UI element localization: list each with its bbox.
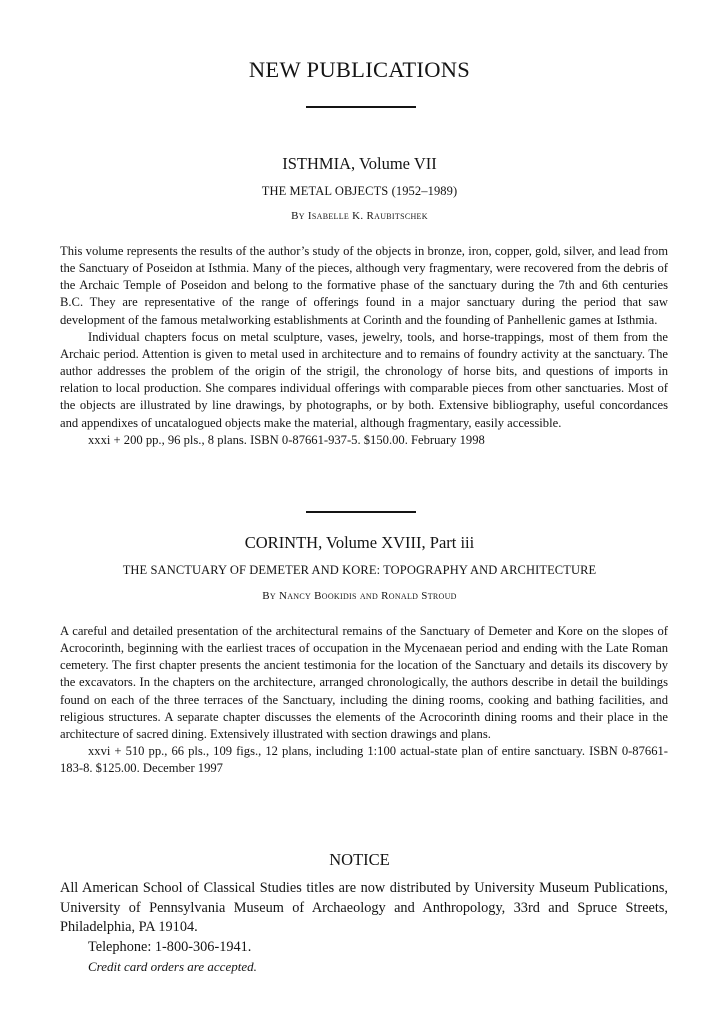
corinth-description (60, 623, 668, 777)
page-title: NEW PUBLICATIONS (248, 57, 471, 82)
notice-title: NOTICE (329, 850, 390, 869)
isthmia-title: ISTHMIA, Volume VII (282, 154, 437, 173)
isthmia-byline: By Isabelle K. Raubitschek (291, 210, 428, 222)
notice-body (60, 879, 668, 977)
corinth-subtitle: THE SANCTUARY OF DEMETER AND KORE: TOPOGRAPHY AND ARCHITECTURE (122, 563, 597, 577)
corinth-details: xxvi + 510 pp., 66 pls., 109 figs., 12 plans, including 1:100 actual-state plan of entire sanctuary. ISBN 0-87661-183-8. $125.00. December 1997 (60, 744, 668, 776)
divider-rule (306, 106, 416, 108)
notice-credit: Credit card orders are accepted. (88, 959, 257, 974)
corinth-title: CORINTH, Volume XVIII, Part iii (244, 533, 475, 552)
notice-text: All American School of Classical Studies titles are now distributed by University Museum Publications, University of Pennsylvania Museum of Archaeology and Anthropology, 33rd and Spruce Streets, Philadelphia, PA 19104. (60, 880, 668, 935)
corinth-byline: By Nancy Bookidis and Ronald Stroud (262, 590, 457, 602)
isthmia-subtitle: THE METAL OBJECTS (1952–1989) (261, 184, 458, 198)
isthmia-details: xxxi + 200 pp., 96 pls., 8 plans. ISBN 0-87661-937-5. $150.00. February 1998 (88, 432, 485, 447)
divider-rule (306, 511, 416, 513)
corinth-paragraph-1: A careful and detailed presentation of the architectural remains of the Sanctuary of Demeter and Kore on the slopes of Acrocorinth, beginning with the earliest traces of occupation in the Mycenaean period and ending with the Late Roman cemetery. The first chapter presents the ancient testimonia for the location of the Sanctuary and details its discovery by the excavators. In the chapters on the architecture, arranged chronologically, the authors describe in detail the buildings found on each of the three terraces of the Sanctuary, including the dining rooms, cooking and bathing facilities, and religious structures. A separate chapter discusses the elements of the Acrocorinth dining rooms and their place in the architecture of sacred dining. Extensively illustrated with section drawings and plans. (60, 624, 668, 741)
isthmia-paragraph-2: Individual chapters focus on metal sculpture, vases, jewelry, tools, and horse-trappings, most of them from the Archaic period. Attention is given to metal used in architecture and to remains of foundry activity at the sanctuary. The author addresses the problem of the origin of the strigil, the chronology of horse bits, and questions of imports in relation to local production. She compares individual offerings with comparable pieces from other sanctuaries. Most of the objects are illustrated by line drawings, by photographs, or by both. Extensive bibliography, useful concordances and appendixes of uncatalogued objects make the material, although fragmentary, easily accessible. (60, 329, 668, 430)
isthmia-paragraph-1: This volume represents the results of the author’s study of the objects in bronze, iron, copper, gold, silver, and lead from the Sanctuary of Poseidon at Isthmia. Many of the pieces, although very fragmentary, were recovered from the debris of the Archaic Temple of Poseidon and belong to the formative phase of the sanctuary during the 7th and 6th centuries B.C. They are representative of the range of offerings found in a major sanctuary during the period that saw development of the famous metalworking establishments at Corinth and the founding of Panhellenic games at Isthmia. (60, 244, 668, 327)
notice-telephone: Telephone: 1-800-306-1941. (88, 938, 252, 955)
isthmia-description (60, 243, 668, 449)
